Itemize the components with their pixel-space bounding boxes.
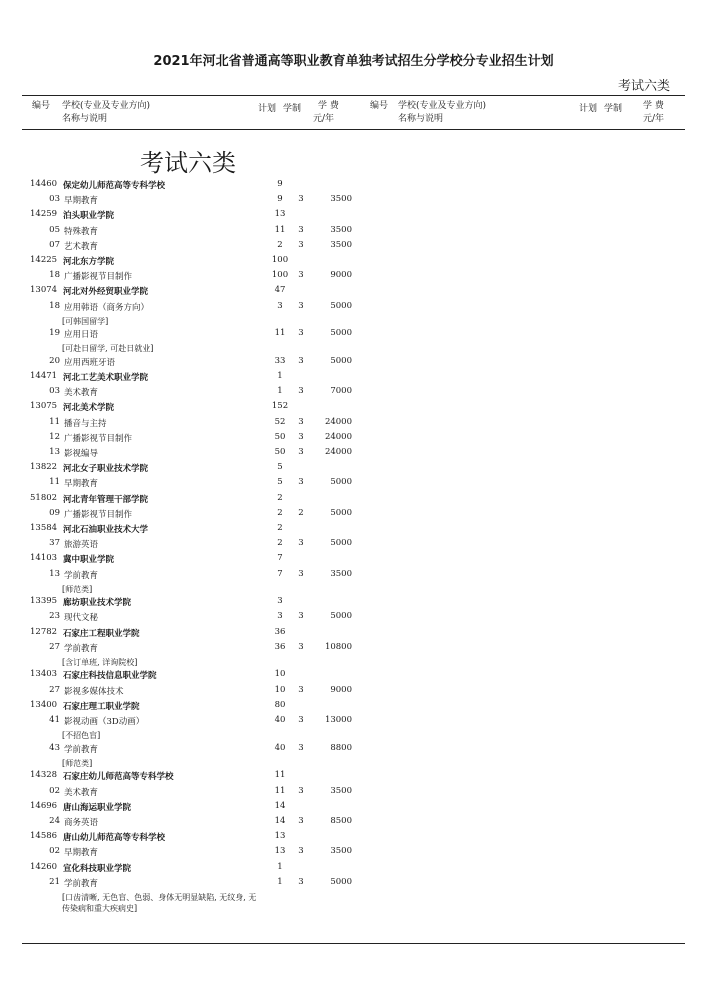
major-fee: 3500 [330,568,352,579]
major-number: 18 [49,300,60,311]
major-number: 05 [49,224,60,235]
school-code: 14103 [30,553,58,564]
school-plan: 13 [274,209,286,220]
school-name: 冀中职业学院 [63,555,115,566]
major-fee: 5000 [330,300,352,311]
school-name: 石家庄工程职业学院 [63,628,140,639]
school-plan: 1 [277,861,283,872]
major-fee: 24000 [324,431,352,442]
school-name: 石家庄理工职业学院 [63,701,140,712]
major-number: 02 [49,785,60,796]
header-school-line2: 名称与说明 [62,114,108,124]
major-row [30,270,360,285]
major-plan: 50 [274,431,286,442]
major-fee: 3500 [330,194,352,205]
school-name: 河北美术学院 [63,403,115,414]
major-name: 早期教育 [64,479,99,490]
major-row [30,538,360,553]
note-text: [可赴日留学, 可赴日就业] [62,344,154,354]
major-number: 27 [49,641,60,652]
major-plan: 14 [274,815,286,826]
major-row [30,386,360,401]
major-row [30,816,360,831]
major-plan: 3 [277,611,283,622]
major-fee: 3500 [330,239,352,250]
major-row [30,846,360,861]
major-number: 09 [49,507,60,518]
major-plan: 1 [277,386,283,397]
school-plan: 1 [277,371,283,382]
major-number: 43 [49,742,60,753]
major-number: 41 [49,715,60,725]
school-name: 河北对外经贸职业学院 [63,287,149,298]
major-years: 3 [298,447,304,457]
major-plan: 40 [274,742,286,753]
major-row [30,301,360,316]
major-note [30,316,360,329]
note-text: [含订单班, 详询院校] [62,657,138,667]
major-fee: 7000 [330,386,352,397]
major-row [30,356,360,371]
major-row [30,432,360,447]
major-plan: 11 [274,224,286,235]
major-fee: 9000 [330,684,352,695]
major-years: 3 [298,785,304,796]
major-row [30,508,360,523]
major-plan: 11 [274,785,286,796]
major-number: 12 [49,431,60,442]
header-fee-line2: 元/年 [313,114,335,124]
school-row [30,831,360,846]
major-note [30,730,360,743]
major-name: 影视编导 [64,449,99,459]
school-row [30,627,360,642]
header-fee-line2-right: 元/年 [643,114,665,124]
school-code: 14225 [30,254,58,265]
major-fee: 24000 [324,416,352,427]
school-code: 51802 [30,492,58,503]
school-row [30,862,360,877]
school-name: 河北女子职业技术学院 [63,464,149,475]
major-years: 3 [298,641,304,652]
major-years: 3 [298,194,304,205]
header-code: 编号 [32,101,51,111]
school-plan: 5 [277,462,283,473]
major-plan: 100 [271,270,289,281]
header-top-rule [22,95,685,96]
school-plan: 36 [274,626,286,637]
note-text: [不招色盲] [62,731,101,741]
major-name: 学前教育 [64,878,99,889]
major-years: 2 [298,507,304,518]
school-row [30,285,360,300]
major-name: 艺术教育 [64,241,99,252]
major-number: 19 [49,328,60,339]
school-plan: 100 [271,254,289,265]
school-row [30,209,360,224]
major-number: 13 [49,447,60,457]
major-plan: 3 [277,300,283,311]
major-fee: 5000 [330,611,352,622]
major-fee: 8800 [330,742,352,753]
school-row [30,553,360,568]
major-years: 3 [298,477,304,488]
major-years: 3 [298,611,304,622]
major-plan: 2 [277,239,283,250]
school-row [30,255,360,270]
major-name: 早期教育 [64,196,99,207]
major-fee: 13000 [324,715,352,725]
major-plan: 11 [274,328,286,339]
school-row [30,401,360,416]
plan-table [30,179,360,916]
major-number: 20 [49,355,60,366]
school-name: 河北东方学院 [63,256,115,267]
major-plan: 1 [277,876,283,887]
major-years: 3 [298,742,304,753]
school-row [30,669,360,684]
major-years: 3 [298,386,304,397]
major-number: 03 [49,386,60,397]
school-name: 河北石油职业技术大学 [63,524,149,535]
header-plan-right: 计划 [579,104,598,114]
major-number: 21 [49,876,60,887]
major-number: 18 [49,270,60,281]
major-plan: 40 [274,715,286,725]
major-years: 3 [298,239,304,250]
school-name: 河北工艺美术职业学院 [63,373,149,384]
major-fee: 9000 [330,270,352,281]
school-row [30,371,360,386]
header-school-line1-right: 学校(专业及专业方向) [398,101,487,111]
major-row [30,569,360,584]
major-years: 3 [298,328,304,339]
major-name: 早期教育 [64,848,99,859]
school-row [30,801,360,816]
major-name: 应用西班牙语 [64,357,116,368]
school-plan: 14 [274,800,286,811]
major-years: 3 [298,815,304,826]
header-fee-line1: 学 费 [318,101,339,111]
major-name: 现代文秘 [64,613,99,624]
major-name: 广播影视节目制作 [64,272,133,283]
major-plan: 9 [277,194,283,205]
note-text: [口齿清晰, 无色盲、色弱、身体无明显缺陷, 无纹身, 无传染病和重大疾病史] [62,892,257,913]
major-plan: 5 [277,477,283,488]
major-years: 3 [298,876,304,887]
section-title: 考试六类 [140,149,236,177]
major-name: 应用日语 [64,330,99,341]
major-row [30,225,360,240]
school-name: 宣化科技职业学院 [63,863,132,874]
major-number: 24 [49,815,60,826]
major-plan: 13 [274,846,286,857]
major-fee: 5000 [330,477,352,488]
school-row [30,770,360,785]
major-plan: 2 [277,507,283,518]
footer-rule [22,943,685,944]
major-number: 23 [49,611,60,622]
school-plan: 9 [277,179,283,189]
header-years: 学制 [283,104,302,114]
header-school-line1: 学校(专业及专业方向) [62,101,151,111]
school-code: 14586 [30,831,58,842]
major-fee: 3500 [330,846,352,857]
major-number: 07 [49,239,60,250]
major-number: 02 [49,846,60,857]
major-row [30,417,360,432]
major-years: 3 [298,355,304,366]
school-code: 14460 [30,179,58,189]
major-name: 广播影视节目制作 [64,509,133,520]
school-code: 12782 [30,626,58,637]
major-row [30,715,360,730]
school-plan: 10 [274,669,286,680]
category-label: 考试六类 [617,79,670,94]
major-plan: 10 [274,684,286,695]
school-row [30,493,360,508]
major-row [30,194,360,209]
major-fee: 3500 [330,224,352,235]
major-row [30,877,360,892]
header-fee-line1-right: 学 费 [643,101,664,111]
major-fee: 5000 [330,328,352,339]
major-note [30,758,360,771]
major-fee: 5000 [330,876,352,887]
major-number: 13 [49,568,60,579]
major-name: 应用韩语（商务方向） [64,302,150,313]
school-name: 石家庄科技信息职业学院 [63,671,157,682]
major-row [30,642,360,657]
major-number: 03 [49,194,60,205]
school-code: 13074 [30,285,58,296]
major-years: 3 [298,416,304,427]
major-number: 37 [49,538,60,549]
school-name: 河北青年管理干部学院 [63,494,149,505]
school-code: 13075 [30,401,58,412]
page-title: 2021年河北省普通高等职业教育单独考试招生分学校分专业招生计划 [153,54,554,69]
major-years: 3 [298,224,304,235]
school-code: 14259 [30,209,58,220]
major-name: 影视动画（3D动画） [64,717,145,727]
major-name: 美术教育 [64,787,99,798]
school-name: 石家庄幼儿师范高等专科学校 [63,772,174,783]
major-row [30,447,360,462]
major-name: 学前教育 [64,643,99,654]
major-years: 3 [298,300,304,311]
major-fee: 3500 [330,785,352,796]
major-fee: 5000 [330,355,352,366]
header-code-right: 编号 [370,101,389,111]
major-fee: 24000 [324,447,352,457]
major-plan: 52 [274,416,286,427]
school-code: 13822 [30,462,58,473]
school-row [30,523,360,538]
major-years: 3 [298,715,304,725]
major-name: 学前教育 [64,744,99,755]
school-plan: 7 [277,553,283,564]
school-plan: 11 [274,770,286,781]
school-plan: 2 [277,492,283,503]
major-row [30,786,360,801]
major-note [30,892,360,916]
note-text: [师范类] [62,584,93,594]
school-code: 13584 [30,522,58,533]
major-note [30,657,360,670]
school-row [30,700,360,715]
major-plan: 33 [274,355,286,366]
major-number: 11 [49,416,60,427]
school-code: 13395 [30,596,58,607]
major-row [30,240,360,255]
major-name: 学前教育 [64,570,99,581]
school-code: 14328 [30,770,58,781]
school-plan: 2 [277,522,283,533]
school-plan: 80 [274,699,286,710]
major-plan: 7 [277,568,283,579]
school-name: 唐山幼儿师范高等专科学校 [63,833,166,844]
header-school-line2-right: 名称与说明 [398,114,444,124]
major-number: 11 [49,477,60,488]
major-years: 3 [298,431,304,442]
major-row [30,477,360,492]
major-fee: 8500 [330,815,352,826]
major-row [30,328,360,343]
major-note [30,584,360,597]
note-text: [师范类] [62,758,93,768]
major-row [30,743,360,758]
school-plan: 152 [271,401,289,412]
note-text: [可韩国留学] [62,316,109,326]
major-name: 商务英语 [64,817,99,828]
header-plan: 计划 [258,104,277,114]
school-code: 14696 [30,800,58,811]
school-row [30,596,360,611]
major-number: 27 [49,684,60,695]
major-row [30,685,360,700]
major-name: 播音与主持 [64,418,107,429]
major-plan: 36 [274,641,286,652]
header-bottom-rule [22,129,685,130]
major-name: 广播影视节目制作 [64,433,133,444]
major-name: 影视多媒体技术 [64,686,124,697]
major-row [30,611,360,626]
major-name: 美术教育 [64,388,99,399]
school-name: 保定幼儿师范高等专科学校 [63,181,166,191]
school-plan: 13 [274,831,286,842]
school-code: 14260 [30,861,58,872]
major-years: 3 [298,270,304,281]
major-fee: 5000 [330,507,352,518]
school-plan: 47 [274,285,286,296]
school-code: 13403 [30,669,58,680]
school-code: 13400 [30,699,58,710]
major-name: 特殊教育 [64,226,99,237]
school-name: 唐山海运职业学院 [63,802,132,813]
major-years: 3 [298,538,304,549]
major-fee: 5000 [330,538,352,549]
school-name: 廊坊职业技术学院 [63,598,132,609]
major-years: 3 [298,846,304,857]
school-plan: 3 [277,596,283,607]
school-row [30,462,360,477]
school-code: 14471 [30,371,58,382]
header-years-right: 学制 [604,104,623,114]
major-plan: 2 [277,538,283,549]
major-years: 3 [298,568,304,579]
major-years: 3 [298,684,304,695]
major-name: 旅游英语 [64,540,99,551]
school-name: 泊头职业学院 [63,211,115,222]
major-note [30,343,360,356]
major-fee: 10800 [324,641,352,652]
school-row [30,179,360,194]
major-plan: 50 [274,447,286,457]
